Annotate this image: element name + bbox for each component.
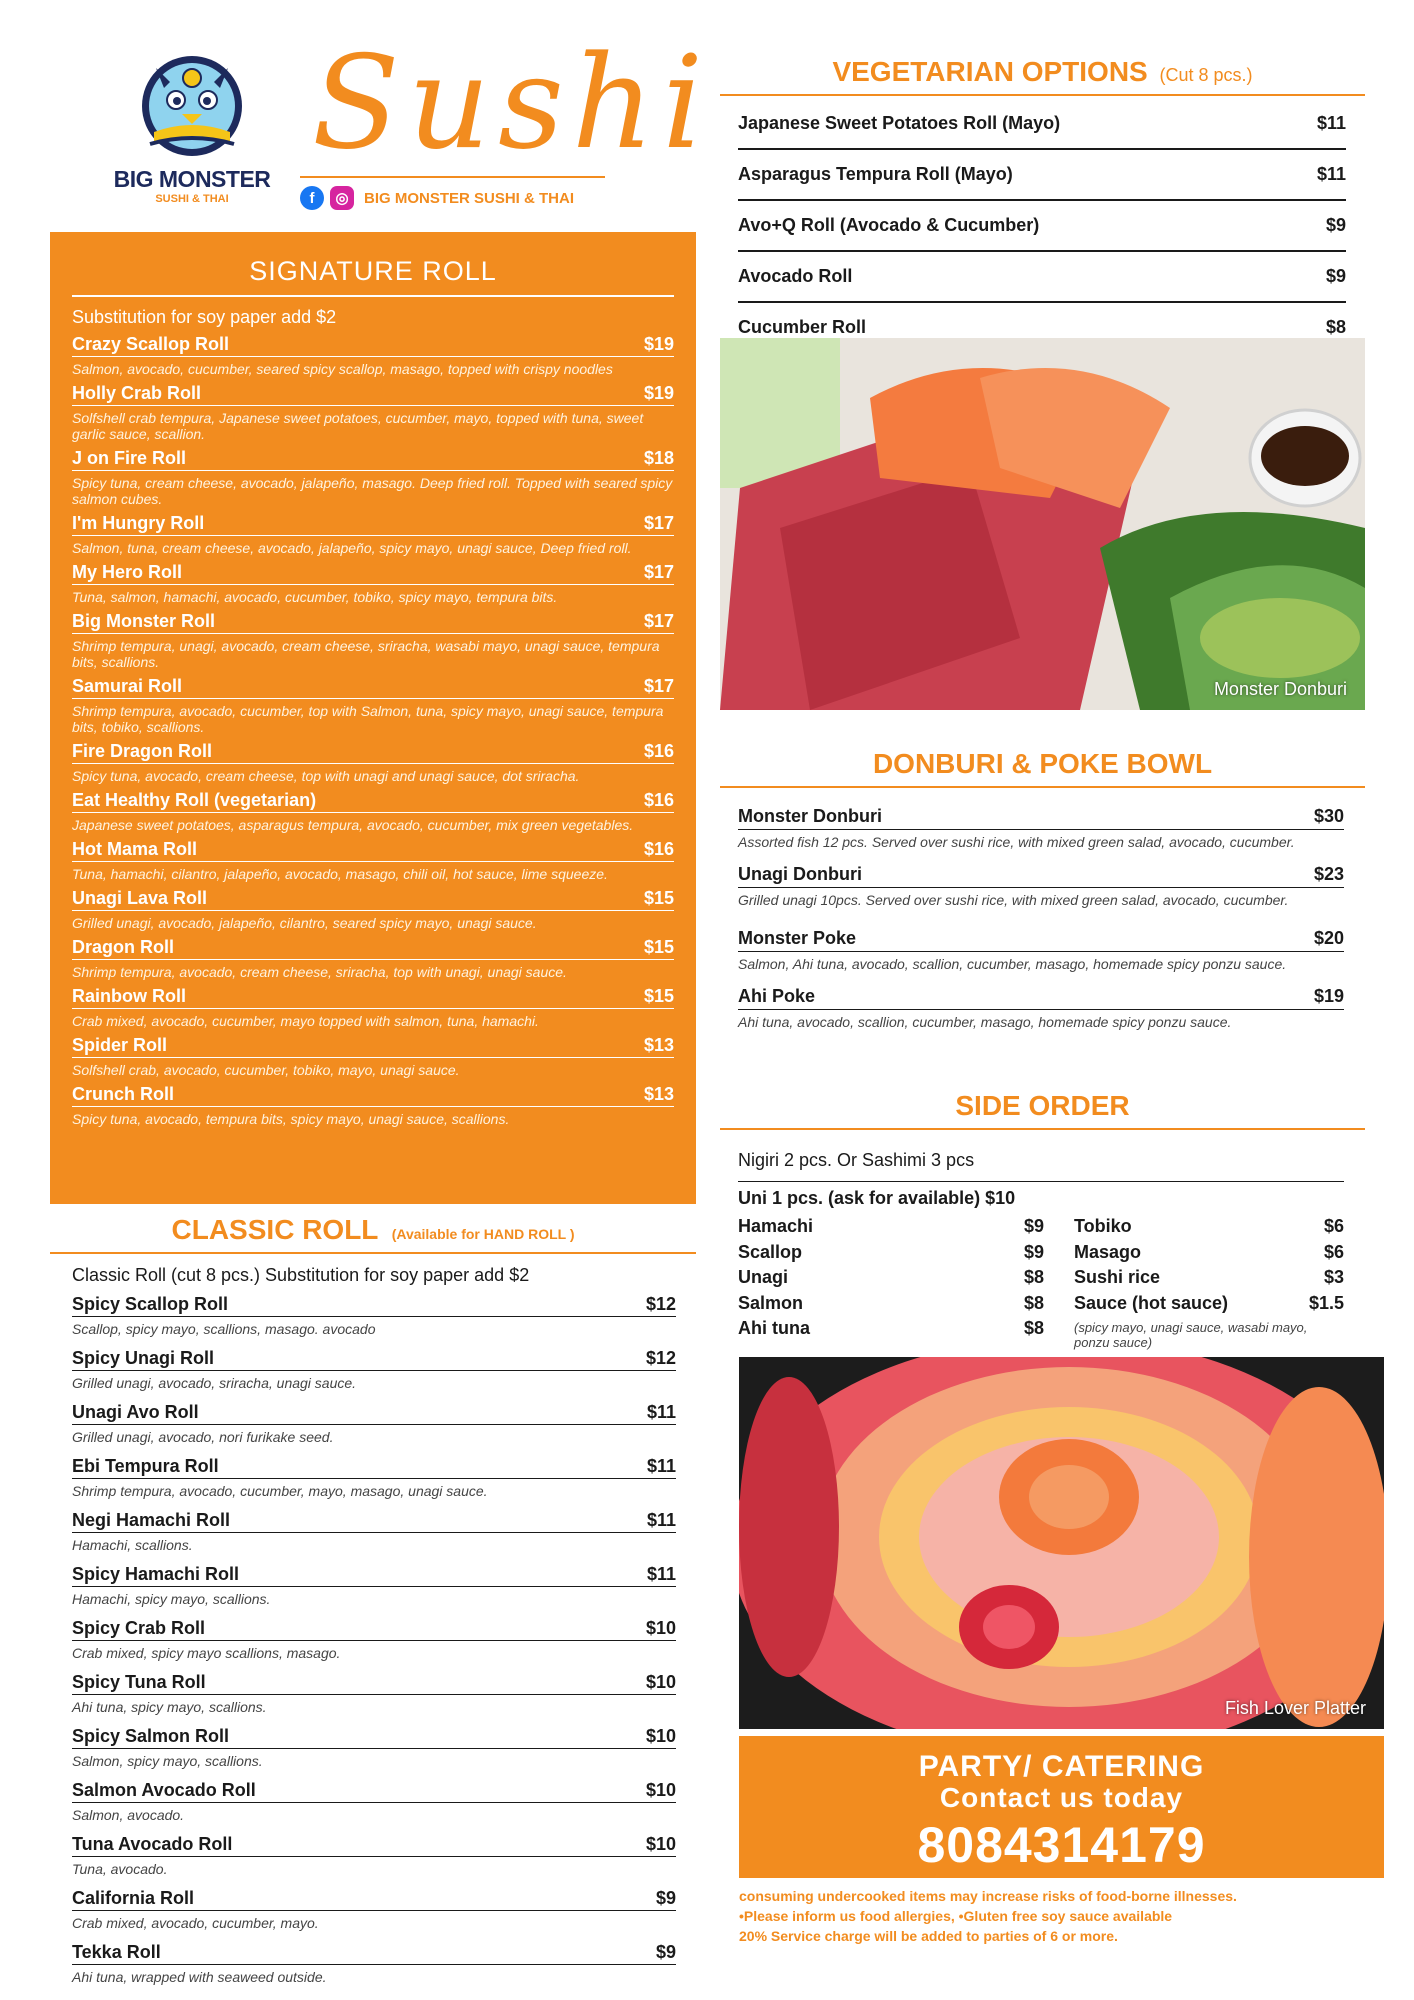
item-price: $16: [643, 790, 674, 810]
side-item: [738, 1267, 1044, 1293]
vegetarian-header: [720, 56, 1365, 96]
item-price: $10: [645, 1834, 676, 1854]
item-price: $8: [1325, 317, 1346, 337]
menu-item-row: [738, 928, 1344, 952]
menu-item: [72, 611, 674, 670]
menu-item: [72, 513, 674, 556]
social-handle: BIG MONSTER SUSHI & THAI: [364, 189, 575, 207]
item-name: Ahi tuna: [738, 1318, 810, 1338]
facebook-icon[interactable]: f: [300, 186, 324, 210]
item-price: $8: [1023, 1318, 1044, 1338]
item-name: Unagi Avo Roll: [72, 1402, 199, 1422]
item-price: $10: [645, 1726, 676, 1746]
item-name: Spicy Scallop Roll: [72, 1294, 229, 1314]
menu-item-row: [72, 334, 674, 357]
side-order-note: Nigiri 2 pcs. Or Sashimi 3 pcs: [738, 1150, 1344, 1182]
side-item: [1074, 1293, 1344, 1319]
item-description: Crab mixed, spicy mayo scallions, masago.: [72, 1645, 341, 1661]
item-name: Scallop: [738, 1241, 803, 1262]
side-order-right-items: [1074, 1216, 1344, 1318]
item-name: Crazy Scallop Roll: [72, 334, 230, 354]
item-price: $30: [1313, 806, 1344, 826]
catering-contact-text: Contact us today: [939, 1782, 1184, 1813]
item-price: $9: [655, 1888, 676, 1908]
menu-item-row: [738, 864, 1344, 888]
menu-item: [72, 1348, 676, 1402]
side-item: [738, 1242, 1044, 1268]
item-price: $8: [1023, 1292, 1044, 1313]
item-description: Grilled unagi 10pcs. Served over sushi rice, with mixed green salad, avocado, cucumber.: [738, 892, 1289, 908]
menu-item: [72, 1510, 676, 1564]
menu-item: [72, 790, 674, 833]
item-name: Spicy Crab Roll: [72, 1618, 206, 1638]
side-item: [738, 1318, 1044, 1344]
item-description: Salmon, spicy mayo, scallions.: [72, 1753, 263, 1769]
item-price: $17: [643, 611, 674, 631]
item-description: Salmon, avocado.: [72, 1807, 185, 1823]
menu-item: [72, 1294, 676, 1348]
side-item: [1074, 1242, 1344, 1268]
item-price: $19: [1313, 986, 1344, 1006]
menu-item: [738, 261, 1346, 303]
item-price: $15: [643, 937, 674, 957]
menu-item: [72, 1084, 674, 1127]
menu-item-row: [738, 806, 1344, 830]
menu-item-row: [72, 562, 674, 585]
item-price: $10: [645, 1780, 676, 1800]
item-name: Tekka Roll: [72, 1942, 161, 1962]
catering-phone[interactable]: 8084314179: [917, 1817, 1206, 1873]
item-name: Masago: [1074, 1241, 1142, 1262]
item-name: Spicy Hamachi Roll: [72, 1564, 240, 1584]
disclaimer-line-2: •Please inform us food allergies, •Gluten free soy sauce available: [739, 1908, 1173, 1924]
menu-item: [72, 1618, 676, 1672]
item-name: Hot Mama Roll: [72, 839, 198, 859]
brand-subtitle: SUSHI & THAI: [155, 193, 229, 205]
item-name: Spicy Salmon Roll: [72, 1726, 230, 1746]
menu-item-row: [72, 1294, 676, 1317]
page-title: Sushi: [312, 29, 712, 178]
item-description: Ahi tuna, wrapped with seaweed outside.: [72, 1969, 327, 1985]
platter-photo-caption: Fish Lover Platter: [1224, 1698, 1366, 1718]
classic-roll-section: [72, 1265, 676, 1996]
item-price: $9: [1325, 215, 1346, 235]
menu-item: [72, 1726, 676, 1780]
item-name: Tobiko: [1074, 1216, 1132, 1236]
item-description: Grilled unagi, avocado, nori furikake seed.: [72, 1429, 334, 1445]
item-description: Grilled unagi, avocado, jalapeño, cilantro, seared spicy mayo, unagi sauce.: [72, 915, 537, 931]
item-price: $11: [646, 1402, 676, 1422]
brand-logo: [112, 48, 272, 208]
menu-item-row: [72, 1456, 676, 1479]
item-description: Assorted fish 12 pcs. Served over sushi rice, with mixed green salad, avocado, cucumber.: [738, 834, 1295, 850]
item-description: Tuna, salmon, hamachi, avocado, cucumber, tobiko, spicy mayo, tempura bits.: [72, 589, 558, 605]
item-description: Salmon, Ahi tuna, avocado, scallion, cucumber, masago, homemade spicy ponzu sauce.: [738, 956, 1287, 972]
item-price: $9: [655, 1942, 676, 1962]
classic-roll-header: [50, 1214, 696, 1254]
item-price: $19: [643, 334, 674, 354]
item-price: $15: [643, 986, 674, 1006]
catering-banner: [739, 1736, 1384, 1878]
item-description: Salmon, tuna, cream cheese, avocado, jalapeño, spicy mayo, unagi sauce, Deep fried roll.: [72, 540, 632, 556]
side-order-right-list: [1074, 1216, 1344, 1350]
menu-item-row: [72, 1402, 676, 1425]
sauce-note: (spicy mayo, unagi sauce, wasabi mayo, ponzu sauce): [1074, 1320, 1308, 1350]
menu-item: [72, 1402, 676, 1456]
brand-name: BIG MONSTER: [113, 166, 271, 192]
item-price: $13: [643, 1084, 674, 1104]
item-name: California Roll: [72, 1888, 195, 1908]
menu-item-row: [72, 1942, 676, 1965]
item-description: Solfshell crab tempura, Japanese sweet potatoes, cucumber, mayo, topped with tuna, sweet garlic sauce, scallion.: [72, 410, 644, 442]
item-name: Spider Roll: [72, 1035, 168, 1055]
menu-item: [72, 937, 674, 980]
item-description: Ahi tuna, spicy mayo, scallions.: [72, 1699, 267, 1715]
menu-item-row: [72, 1780, 676, 1803]
menu-item: [72, 839, 674, 882]
item-price: $19: [643, 383, 674, 403]
item-price: $10: [645, 1618, 676, 1638]
item-name: Salmon Avocado Roll: [72, 1780, 256, 1800]
menu-item-row: [72, 1348, 676, 1371]
menu-item-row: [72, 1726, 676, 1749]
item-description: Spicy tuna, avocado, cream cheese, top with unagi and unagi sauce, dot sriracha.: [72, 768, 580, 784]
menu-item-row: [72, 839, 674, 862]
menu-item-row: [72, 888, 674, 911]
item-name: Negi Hamachi Roll: [72, 1510, 231, 1530]
item-price: $6: [1323, 1216, 1344, 1236]
item-name: Big Monster Roll: [72, 611, 215, 631]
menu-item: [72, 383, 674, 442]
classic-roll-list: [72, 1294, 676, 1996]
disclaimer-line-3: 20% Service charge will be added to parties of 6 or more.: [739, 1928, 1118, 1944]
item-price: $17: [643, 513, 674, 533]
item-name: Eat Healthy Roll (vegetarian): [72, 790, 317, 810]
menu-item: [72, 1780, 676, 1834]
item-name: Japanese Sweet Potatoes Roll (Mayo): [738, 113, 1061, 133]
item-price: $11: [1316, 164, 1346, 184]
menu-item: [72, 888, 674, 931]
menu-item: [72, 1456, 676, 1510]
menu-item-row: [72, 1888, 676, 1911]
side-item: [1074, 1216, 1344, 1242]
social-links: [300, 186, 574, 210]
item-description: Shrimp tempura, avocado, cream cheese, sriracha, top with unagi, unagi sauce.: [72, 964, 567, 980]
vegetarian-title: VEGETARIAN OPTIONS: [832, 56, 1148, 87]
item-price: $16: [643, 741, 674, 761]
item-price: $13: [643, 1035, 674, 1055]
menu-item-row: [72, 741, 674, 764]
menu-item: [72, 334, 674, 377]
menu-item: [72, 1564, 676, 1618]
menu-item-row: [72, 1618, 676, 1641]
menu-item: [72, 676, 674, 735]
menu-item: [738, 864, 1344, 908]
item-name: Crunch Roll: [72, 1084, 174, 1104]
item-price: $18: [643, 448, 674, 468]
item-name: Tuna Avocado Roll: [72, 1834, 233, 1854]
item-name: Rainbow Roll: [72, 986, 186, 1006]
menu-item-row: [72, 986, 674, 1009]
item-name: Hamachi: [738, 1216, 814, 1236]
signature-roll-note: Substitution for soy paper add $2: [72, 307, 337, 327]
item-description: Grilled unagi, avocado, sriracha, unagi sauce.: [72, 1375, 357, 1391]
menu-item: [72, 1035, 674, 1078]
disclaimer-line-1: consuming undercooked items may increase risks of food-borne illnesses.: [739, 1888, 1237, 1904]
item-price: $1.5: [1308, 1292, 1344, 1313]
item-description: Tuna, hamachi, cilantro, jalapeño, avocado, masago, chili oil, hot sauce, lime squeeze.: [72, 866, 608, 882]
item-name: Monster Donburi: [738, 806, 882, 826]
item-price: $15: [643, 888, 674, 908]
item-name: Spicy Tuna Roll: [72, 1672, 206, 1692]
item-price: $9: [1023, 1241, 1044, 1262]
item-description: Hamachi, scallions.: [72, 1537, 193, 1553]
monster-donburi-photo: [720, 338, 1365, 710]
menu-item-row: [72, 1834, 676, 1857]
menu-item: [738, 159, 1346, 201]
menu-item: [72, 1942, 676, 1996]
item-description: Japanese sweet potatoes, asparagus tempura, avocado, cucumber, mix green vegetables.: [72, 817, 634, 833]
item-description: Scallop, spicy mayo, scallions, masago. avocado: [72, 1321, 376, 1337]
item-description: Hamachi, spicy mayo, scallions.: [72, 1591, 271, 1607]
side-item: [1074, 1267, 1344, 1293]
side-item: [738, 1293, 1044, 1319]
menu-item: [72, 986, 674, 1029]
item-description: Tuna, avocado.: [72, 1861, 168, 1877]
item-name: Fire Dragon Roll: [72, 741, 213, 761]
menu-item-row: [72, 937, 674, 960]
menu-item-row: [72, 1564, 676, 1587]
menu-item-row: [738, 986, 1344, 1010]
disclaimer: [739, 1886, 1384, 1946]
item-name: Ahi Poke: [738, 986, 816, 1006]
item-price: $16: [643, 839, 674, 859]
menu-item-row: [72, 1510, 676, 1533]
item-price: $17: [643, 562, 674, 582]
menu-item: [738, 806, 1344, 850]
fish-lover-platter-photo: [739, 1357, 1384, 1729]
item-name: J on Fire Roll: [72, 448, 187, 468]
instagram-icon[interactable]: ◎: [330, 186, 354, 210]
item-name: Unagi Donburi: [738, 864, 862, 884]
item-price: $3: [1323, 1267, 1344, 1287]
item-description: Shrimp tempura, avocado, cucumber, mayo, masago, unagi sauce.: [72, 1483, 488, 1499]
menu-item: [738, 986, 1344, 1030]
item-name: Spicy Unagi Roll: [72, 1348, 215, 1368]
menu-item: [72, 1672, 676, 1726]
item-price: $11: [646, 1510, 676, 1530]
menu-item-row: [72, 383, 674, 406]
item-description: Crab mixed, avocado, cucumber, mayo topped with salmon, tuna, hamachi.: [72, 1013, 539, 1029]
side-order-left-list: [738, 1216, 1044, 1344]
item-name: Samurai Roll: [72, 676, 183, 696]
item-description: Spicy tuna, avocado, tempura bits, spicy mayo, unagi sauce, scallions.: [72, 1111, 510, 1127]
menu-item-row: [72, 448, 674, 471]
item-name: Cucumber Roll: [738, 317, 867, 337]
item-name: Sauce (hot sauce): [1074, 1292, 1229, 1313]
item-description: Spicy tuna, cream cheese, avocado, jalapeño, masago. Deep fried roll. Topped with seared spicy salmon cubes.: [72, 475, 673, 507]
item-description: Salmon, avocado, cucumber, seared spicy scallop, masago, topped with crispy noodles: [72, 361, 613, 377]
donburi-photo-caption: Monster Donburi: [1213, 679, 1347, 699]
item-description: Solfshell crab, avocado, cucumber, tobiko, mayo, unagi sauce.: [72, 1062, 460, 1078]
item-price: $11: [646, 1456, 676, 1476]
item-price: $6: [1323, 1241, 1344, 1262]
side-item: [738, 1216, 1044, 1242]
item-price: $10: [645, 1672, 676, 1692]
item-name: Monster Poke: [738, 928, 857, 948]
menu-item-row: [72, 1035, 674, 1058]
classic-roll-note: (Available for HAND ROLL ): [391, 1226, 575, 1242]
donburi-title: DONBURI & POKE BOWL: [720, 748, 1365, 788]
catering-heading: PARTY/ CATERING: [918, 1750, 1205, 1783]
item-description: Crab mixed, avocado, cucumber, mayo.: [72, 1915, 319, 1931]
menu-item-row: [72, 1084, 674, 1107]
menu-item-row: [72, 790, 674, 813]
item-name: Avocado Roll: [738, 266, 853, 286]
menu-item: [738, 108, 1346, 150]
item-price: $11: [1316, 113, 1346, 133]
classic-roll-subtitle: Classic Roll (cut 8 pcs.) Substitution for soy paper add $2: [72, 1265, 530, 1285]
item-name: Asparagus Tempura Roll (Mayo): [738, 164, 1013, 184]
item-name: Ebi Tempura Roll: [72, 1456, 219, 1476]
item-price: $12: [645, 1294, 676, 1314]
vegetarian-list: [738, 108, 1346, 361]
item-price: $12: [645, 1348, 676, 1368]
item-name: Avo+Q Roll (Avocado & Cucumber): [738, 215, 1040, 235]
item-name: My Hero Roll: [72, 562, 183, 582]
menu-item: [72, 448, 674, 507]
item-price: $17: [643, 676, 674, 696]
vegetarian-note: (Cut 8 pcs.): [1159, 65, 1253, 85]
item-price: $20: [1313, 928, 1344, 948]
menu-item-row: [72, 611, 674, 634]
item-description: Shrimp tempura, unagi, avocado, cream cheese, sriracha, wasabi mayo, unagi sauce, tempura bits, scallions.: [72, 638, 660, 670]
menu-item: [72, 1888, 676, 1942]
item-price: $11: [646, 1564, 676, 1584]
item-price: $9: [1325, 266, 1346, 286]
item-name: Sushi rice: [1074, 1267, 1161, 1287]
menu-item-row: [72, 1672, 676, 1695]
header-divider: [300, 176, 605, 178]
classic-roll-title: CLASSIC ROLL: [171, 1214, 378, 1245]
uni-item: Uni 1 pcs. (ask for available) $10: [738, 1188, 1016, 1208]
item-name: Unagi: [738, 1267, 789, 1287]
menu-item-row: [72, 513, 674, 536]
menu-item: [738, 210, 1346, 252]
signature-roll-list: [72, 334, 674, 1127]
item-name: Dragon Roll: [72, 937, 174, 957]
signature-roll-section: [50, 232, 696, 1204]
menu-item: [72, 1834, 676, 1888]
donburi-list: [738, 806, 1344, 1030]
item-name: Holly Crab Roll: [72, 383, 202, 403]
menu-item: [72, 562, 674, 605]
menu-item: [738, 928, 1344, 972]
signature-roll-title: SIGNATURE ROLL: [72, 248, 674, 297]
item-description: Ahi tuna, avocado, scallion, cucumber, masago, homemade spicy ponzu sauce.: [738, 1014, 1232, 1030]
side-order-title: SIDE ORDER: [720, 1090, 1365, 1130]
menu-item-row: [72, 676, 674, 699]
monster-logo-icon: [136, 48, 248, 160]
menu-item: [72, 741, 674, 784]
item-description: Shrimp tempura, avocado, cucumber, top with Salmon, tuna, spicy mayo, unagi sauce, tempura bits, tobiko, scallions.: [72, 703, 664, 735]
item-price: $23: [1313, 864, 1344, 884]
item-price: $9: [1023, 1216, 1044, 1236]
item-name: Unagi Lava Roll: [72, 888, 208, 908]
item-name: I'm Hungry Roll: [72, 513, 205, 533]
item-name: Salmon: [738, 1292, 804, 1313]
item-price: $8: [1023, 1267, 1044, 1287]
